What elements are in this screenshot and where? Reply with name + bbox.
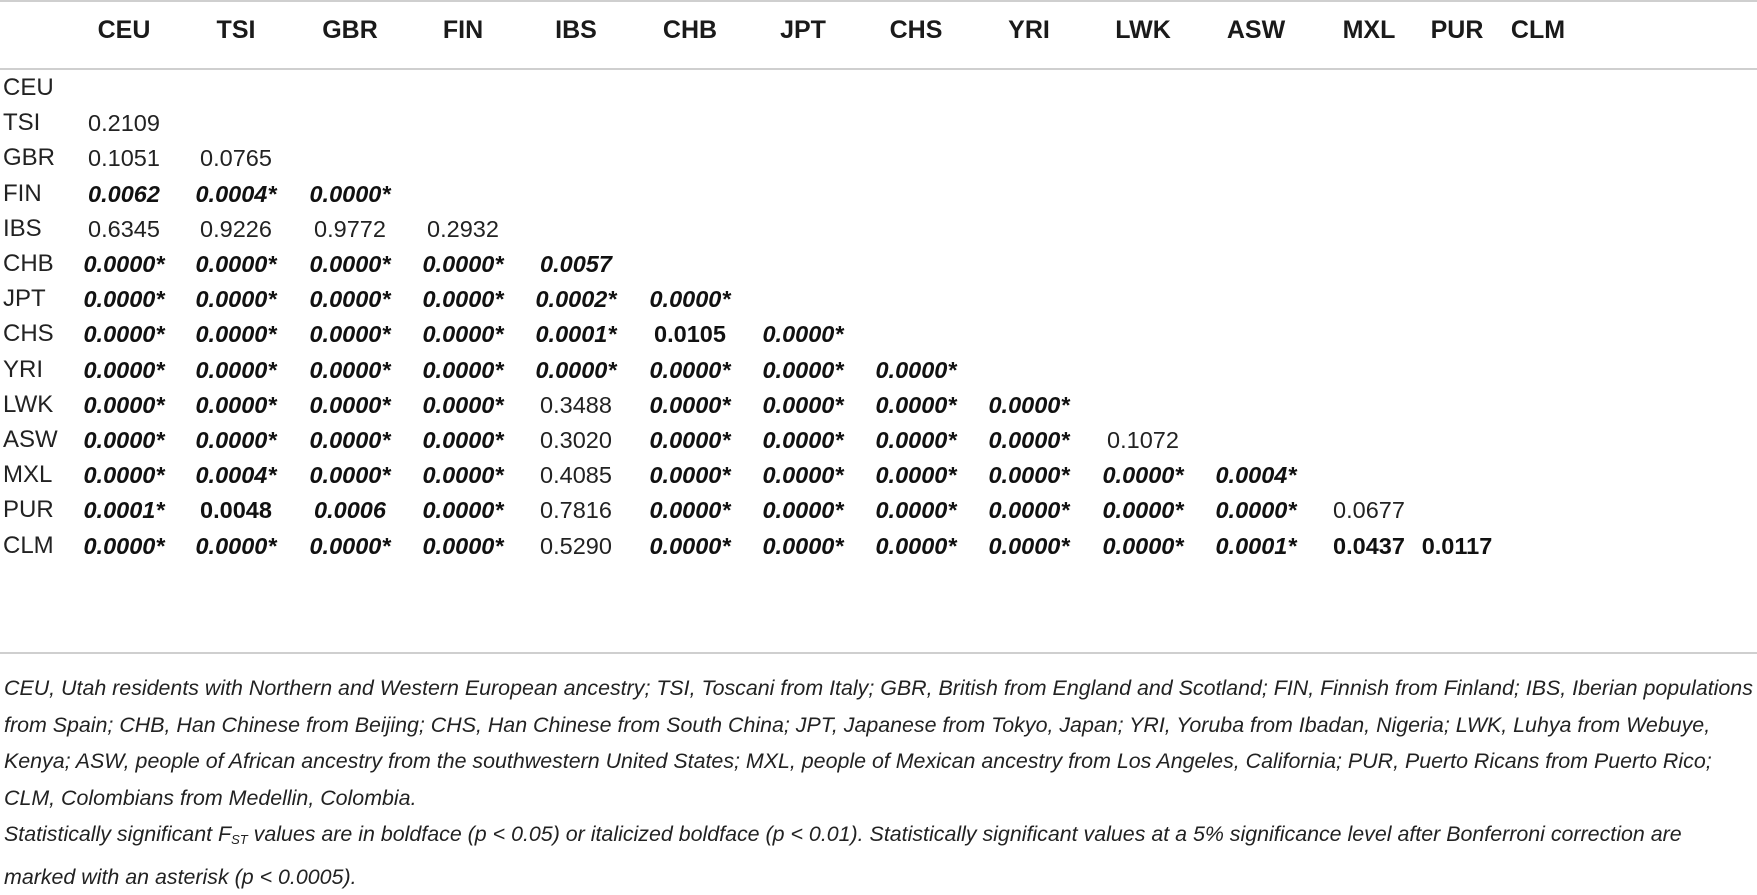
fst-cell: 0.0001* xyxy=(1215,532,1297,559)
fst-cell: 0.0000* xyxy=(83,251,165,277)
fst-cell: 0.0000* xyxy=(309,251,391,277)
column-header-lwk: LWK xyxy=(1115,16,1171,44)
column-header-tsi: TSI xyxy=(216,16,256,44)
fst-cell: 0.0000* xyxy=(309,391,391,418)
fst-cell: 0.0000* xyxy=(195,286,277,313)
fst-cell: 0.0002* xyxy=(535,286,617,313)
fst-cell: 0.0000* xyxy=(195,391,277,418)
fst-cell: 0.0000* xyxy=(762,532,844,559)
row-label-asw: ASW xyxy=(3,426,58,453)
fst-cell: 0.0000* xyxy=(309,462,391,489)
fst-cell: 0.4085 xyxy=(540,462,612,489)
fst-cell: 0.0000* xyxy=(309,321,391,348)
row-label-ceu: CEU xyxy=(3,74,54,101)
column-header-pur: PUR xyxy=(1430,16,1484,44)
fst-cell: 0.0000* xyxy=(422,462,504,489)
fst-cell: 0.0000* xyxy=(83,356,165,383)
fst-cell: 0.0000* xyxy=(309,532,391,559)
fst-cell: 0.0000* xyxy=(875,462,957,489)
fst-cell: 0.0001* xyxy=(83,497,165,524)
fst-cell: 0.0437 xyxy=(1333,532,1405,559)
significance-rest: values are in boldface (p < 0.05) or italicized boldface (p < 0.01). Statistically significant values at a 5% significance level after Bonferroni correction are marked with an asterisk (p < 0.0005). xyxy=(4,822,1682,889)
fst-cell: 0.0000* xyxy=(649,532,731,559)
fst-cell: 0.0000* xyxy=(649,356,731,383)
fst-cell: 0.0000* xyxy=(1102,532,1184,559)
column-header-gbr: GBR xyxy=(322,16,378,44)
fst-cell: 0.0000* xyxy=(195,356,277,383)
fst-cell: 0.0000* xyxy=(83,321,165,348)
row-label-lwk: LWK xyxy=(3,390,54,418)
fst-cell: 0.0001* xyxy=(535,321,617,348)
fst-cell: 0.0000* xyxy=(195,532,277,559)
row-label-yri: YRI xyxy=(3,355,44,383)
fst-cell: 0.3020 xyxy=(540,427,612,453)
fst-cell: 0.0048 xyxy=(200,497,272,524)
fst-cell: 0.0000* xyxy=(422,356,504,383)
fst-cell: 0.0000* xyxy=(422,532,504,559)
fst-cell: 0.0000* xyxy=(875,427,957,453)
row-label-mxl: MXL xyxy=(3,461,53,489)
abbreviations-footnote: CEU, Utah residents with Northern and Western European ancestry; TSI, Toscani from Italy; GBR, British from England and Scotland; FIN, Finnish from Finland; IBS, Iberian populations from Spain; CHB, Han Chinese from Beijing; CHS, Han Chinese from South China; JPT, Japanese from Tokyo, Japan; YRI, Yoruba from Ibadan, Nigeria; LWK, Luhya from Webuye, Kenya; ASW, people of African ancestry from the southwestern United States; MXL, people of Mexican ancestry from Los Angeles, California; PUR, Puerto Ricans from Puerto Rico; CLM, Colombians from Medellin, Colombia. xyxy=(4,676,1753,810)
fst-cell: 0.0000* xyxy=(83,427,165,453)
fst-cell: 0.0000* xyxy=(422,251,504,277)
fst-cell: 0.0000* xyxy=(83,286,165,313)
fst-cell: 0.0000* xyxy=(988,462,1070,489)
fst-cell: 0.0057 xyxy=(540,251,612,277)
fst-cell: 0.0000* xyxy=(1102,497,1184,524)
fst-cell: 0.0677 xyxy=(1333,497,1405,524)
fst-cell: 0.0000* xyxy=(309,180,391,207)
fst-cell: 0.2109 xyxy=(88,110,160,137)
fst-cell: 0.0000* xyxy=(649,391,731,418)
column-header-clm: CLM xyxy=(1510,16,1566,44)
fst-cell: 0.0000* xyxy=(762,462,844,489)
fst-cell: 0.0000* xyxy=(762,497,844,524)
fst-cell: 0.0105 xyxy=(654,321,726,348)
row-label-pur: PUR xyxy=(3,496,54,524)
column-header-ceu: CEU xyxy=(97,16,151,44)
fst-cell: 0.0000* xyxy=(1102,462,1184,489)
column-header-mxl: MXL xyxy=(1342,16,1396,44)
fst-cell: 0.0000* xyxy=(195,427,277,453)
significance-prefix: Statistically significant F xyxy=(4,822,232,846)
fst-cell: 0.0006 xyxy=(314,497,386,524)
fst-cell: 0.0000* xyxy=(649,286,731,313)
fst-cell: 0.0000* xyxy=(1215,497,1297,524)
fst-cell: 0.0000* xyxy=(309,356,391,383)
column-header-chs: CHS xyxy=(889,16,943,44)
column-header-chb: CHB xyxy=(662,16,718,44)
row-label-jpt: JPT xyxy=(3,285,46,313)
column-header-ibs: IBS xyxy=(555,16,597,44)
row-label-gbr: GBR xyxy=(3,144,56,172)
significance-footnote xyxy=(4,816,1756,895)
fst-cell: 0.0000* xyxy=(875,356,957,383)
row-label-clm: CLM xyxy=(3,531,54,559)
column-header-asw: ASW xyxy=(1226,16,1286,44)
fst-cell: 0.0000* xyxy=(422,391,504,418)
fst-cell: 0.1072 xyxy=(1107,427,1179,453)
fst-cell: 0.0000* xyxy=(83,391,165,418)
row-label-ibs: IBS xyxy=(3,214,42,242)
table-bottom-rule xyxy=(0,652,1757,654)
fst-cell: 0.0000* xyxy=(83,462,165,489)
fst-cell: 0.0000* xyxy=(875,391,957,418)
fst-cell: 0.0000* xyxy=(422,427,504,453)
fst-cell: 0.0004* xyxy=(195,180,277,207)
column-header-fin: FIN xyxy=(442,16,484,44)
fst-cell: 0.0765 xyxy=(200,145,272,172)
fst-cell: 0.7816 xyxy=(540,497,612,524)
fst-cell: 0.0000* xyxy=(309,427,391,453)
fst-cell: 0.0000* xyxy=(649,462,731,489)
table-header-rule xyxy=(0,68,1757,70)
fst-cell: 0.1051 xyxy=(88,145,160,172)
fst-cell: 0.0000* xyxy=(875,497,957,524)
fst-cell: 0.2932 xyxy=(427,215,499,242)
fst-cell: 0.0000* xyxy=(195,251,277,277)
row-label-chb: CHB xyxy=(3,250,54,277)
fst-cell: 0.0000* xyxy=(535,356,617,383)
fst-cell: 0.0000* xyxy=(422,321,504,348)
fst-cell: 0.9226 xyxy=(200,215,272,242)
fst-cell: 0.0117 xyxy=(1421,532,1493,559)
row-label-tsi: TSI xyxy=(3,109,41,137)
fst-cell: 0.0004* xyxy=(1215,462,1297,489)
fst-cell: 0.0000* xyxy=(422,286,504,313)
fst-cell: 0.0000* xyxy=(83,532,165,559)
fst-cell: 0.0000* xyxy=(762,321,844,348)
fst-cell: 0.0000* xyxy=(422,497,504,524)
fst-cell: 0.0000* xyxy=(649,427,731,453)
fst-cell: 0.0000* xyxy=(195,321,277,348)
fst-cell: 0.3488 xyxy=(540,391,612,418)
fst-cell: 0.0004* xyxy=(195,462,277,489)
fst-cell: 0.0000* xyxy=(762,427,844,453)
table-top-rule xyxy=(0,0,1757,2)
fst-cell: 0.0000* xyxy=(988,497,1070,524)
column-header-jpt: JPT xyxy=(780,16,826,44)
fst-cell: 0.0062 xyxy=(88,180,160,207)
fst-cell: 0.0000* xyxy=(988,427,1070,453)
fst-cell: 0.0000* xyxy=(875,532,957,559)
column-header-yri: YRI xyxy=(1008,16,1050,44)
row-label-chs: CHS xyxy=(3,320,54,348)
fst-cell: 0.0000* xyxy=(309,286,391,313)
fst-cell: 0.0000* xyxy=(988,532,1070,559)
fst-cell: 0.0000* xyxy=(762,356,844,383)
fst-cell: 0.9772 xyxy=(314,215,386,242)
row-label-fin: FIN xyxy=(3,179,42,207)
fst-subscript: ST xyxy=(231,832,248,847)
fst-cell: 0.0000* xyxy=(762,391,844,418)
fst-cell: 0.0000* xyxy=(649,497,731,524)
fst-cell: 0.6345 xyxy=(88,215,160,242)
fst-cell: 0.0000* xyxy=(988,391,1070,418)
fst-cell: 0.5290 xyxy=(540,532,612,559)
